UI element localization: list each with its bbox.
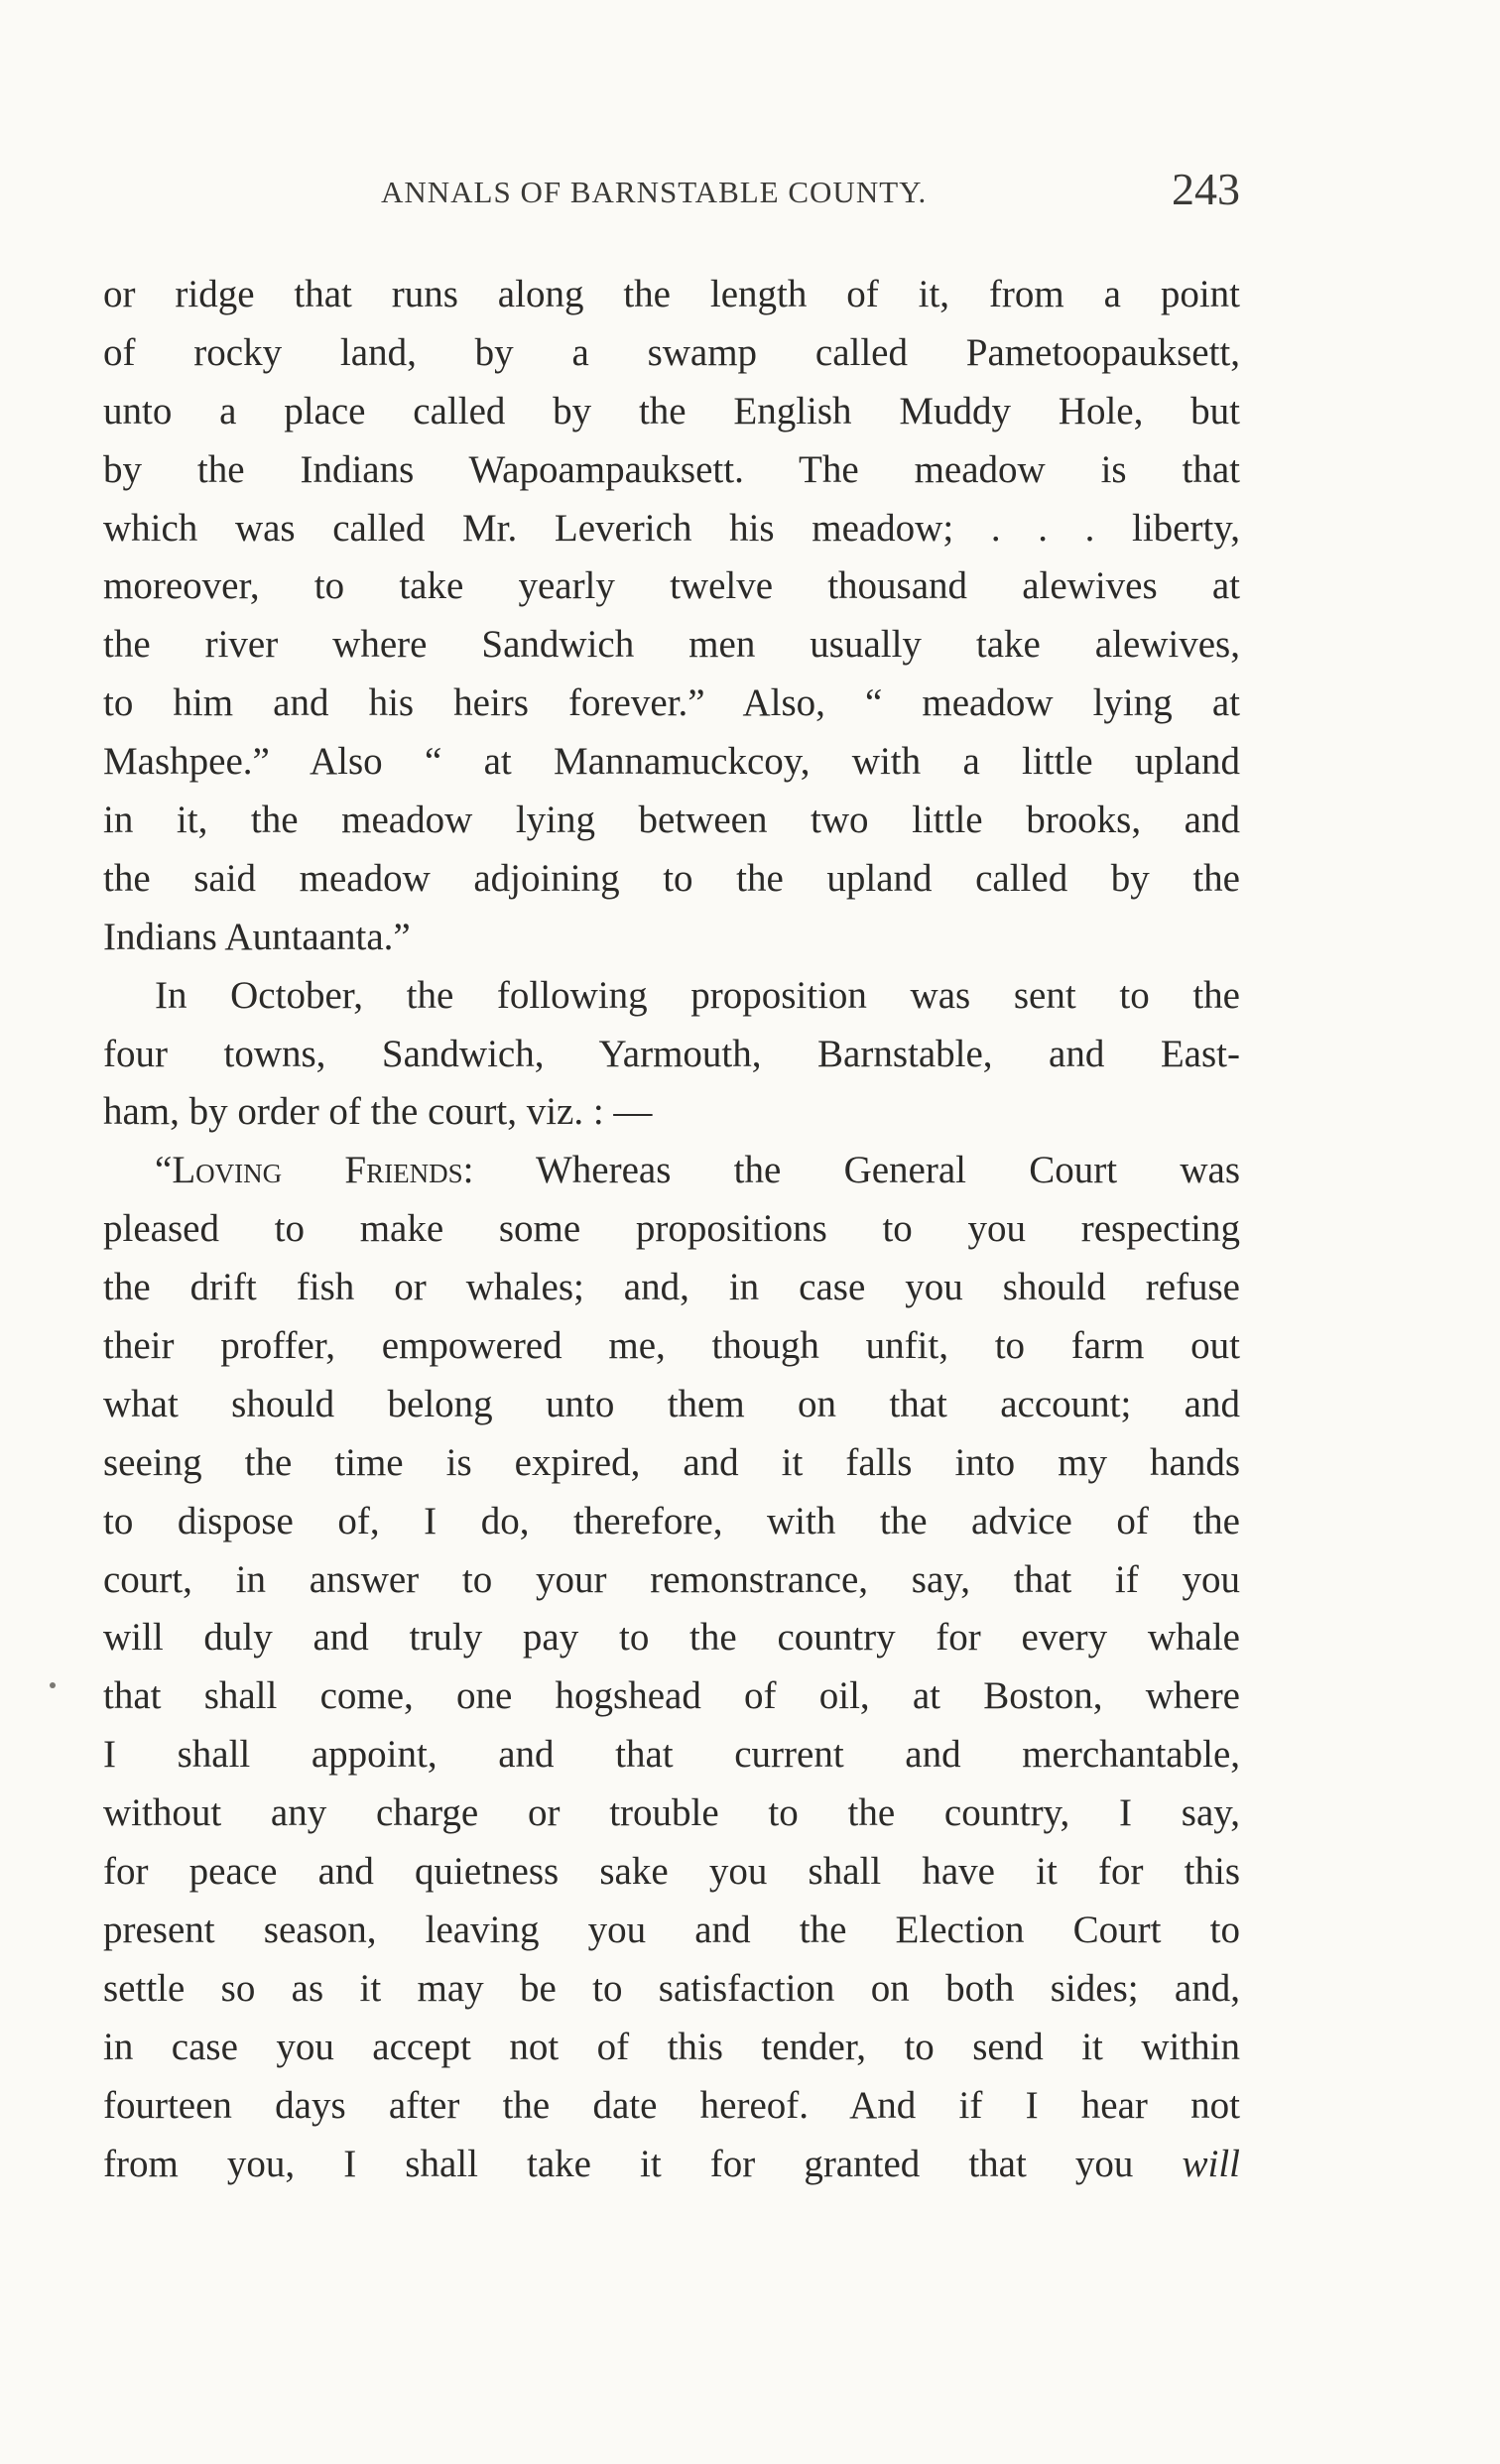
- text-line: Indians Auntaanta.”: [103, 915, 411, 958]
- text-line: four towns, Sandwich, Yarmouth, Barnstable, and East-: [103, 1032, 1240, 1075]
- text-line: will duly and truly pay to the country for every whale: [103, 1616, 1240, 1660]
- text-line: the drift fish or whales; and, in case you should refuse: [103, 1266, 1240, 1309]
- text-line: present season, leaving you and the Election Court to: [103, 1908, 1240, 1951]
- running-title: ANNALS OF BARNSTABLE COUNTY.: [381, 175, 928, 209]
- text-line: for peace and quietness sake you shall have it for this: [103, 1850, 1240, 1894]
- text-line: the said meadow adjoining to the upland called by the: [103, 856, 1240, 900]
- text-line: moreover, to take yearly twelve thousand alewives at: [103, 564, 1240, 608]
- text-line: unto a place called by the English Muddy Hole, but: [103, 389, 1240, 432]
- text-line: what should belong unto them on that account; and: [103, 1382, 1240, 1425]
- text-span: from you, I shall take it for granted that you: [103, 2142, 1183, 2185]
- margin-mark: [50, 1682, 56, 1688]
- text-line: Mashpee.” Also “ at Mannamuckcoy, with a little upland: [103, 740, 1240, 784]
- text-line: of rocky land, by a swamp called Pametoopauksett,: [103, 330, 1240, 374]
- text-line: to dispose of, I do, therefore, with the advice of the: [103, 1499, 1240, 1542]
- text-line: to him and his heirs forever.” Also, “ meadow lying at: [103, 681, 1240, 725]
- text-line: I shall appoint, and that current and merchantable,: [103, 1733, 1240, 1777]
- text-line: in case you accept not of this tender, to send it within: [103, 2025, 1240, 2068]
- text-line: which was called Mr. Leverich his meadow; . . . liberty,: [103, 506, 1240, 550]
- text-line: seeing the time is expired, and it falls into my hands: [103, 1440, 1240, 1484]
- text-line: In October, the following proposition was sent to the: [155, 973, 1240, 1017]
- text-line: [103, 1142, 1240, 1200]
- text-line: by the Indians Wapoampauksett. The meadow is that: [103, 447, 1240, 491]
- text-line: their proffer, empowered me, though unfit, to farm out: [103, 1324, 1240, 1368]
- text-line: [103, 2136, 1240, 2194]
- text-line: that shall come, one hogshead of oil, at Boston, where: [103, 1674, 1240, 1718]
- text-line: in it, the meadow lying between two little brooks, and: [103, 799, 1240, 842]
- text-line: settle so as it may be to satisfaction on both sides; and,: [103, 1966, 1240, 2010]
- body-text: [103, 266, 1240, 2193]
- text-line: the river where Sandwich men usually take alewives,: [103, 623, 1240, 667]
- text-span: : Whereas the General Court was: [462, 1149, 1240, 1192]
- text-line: without any charge or trouble to the country, I say,: [103, 1791, 1240, 1835]
- text-line: court, in answer to your remonstrance, say, that if you: [103, 1557, 1240, 1601]
- page-number: 243: [1172, 164, 1240, 214]
- text-line: pleased to make some propositions to you respecting: [103, 1207, 1240, 1251]
- text-line: fourteen days after the date hereof. And if I hear not: [103, 2083, 1240, 2127]
- text-line: or ridge that runs along the length of it, from a point: [103, 273, 1240, 315]
- running-header: [103, 164, 1240, 226]
- salutation: Loving Friends: [172, 1149, 463, 1192]
- open-quote: “: [155, 1149, 173, 1192]
- text-line: ham, by order of the court, viz. : —: [103, 1090, 653, 1134]
- italic-word: will: [1182, 2142, 1240, 2185]
